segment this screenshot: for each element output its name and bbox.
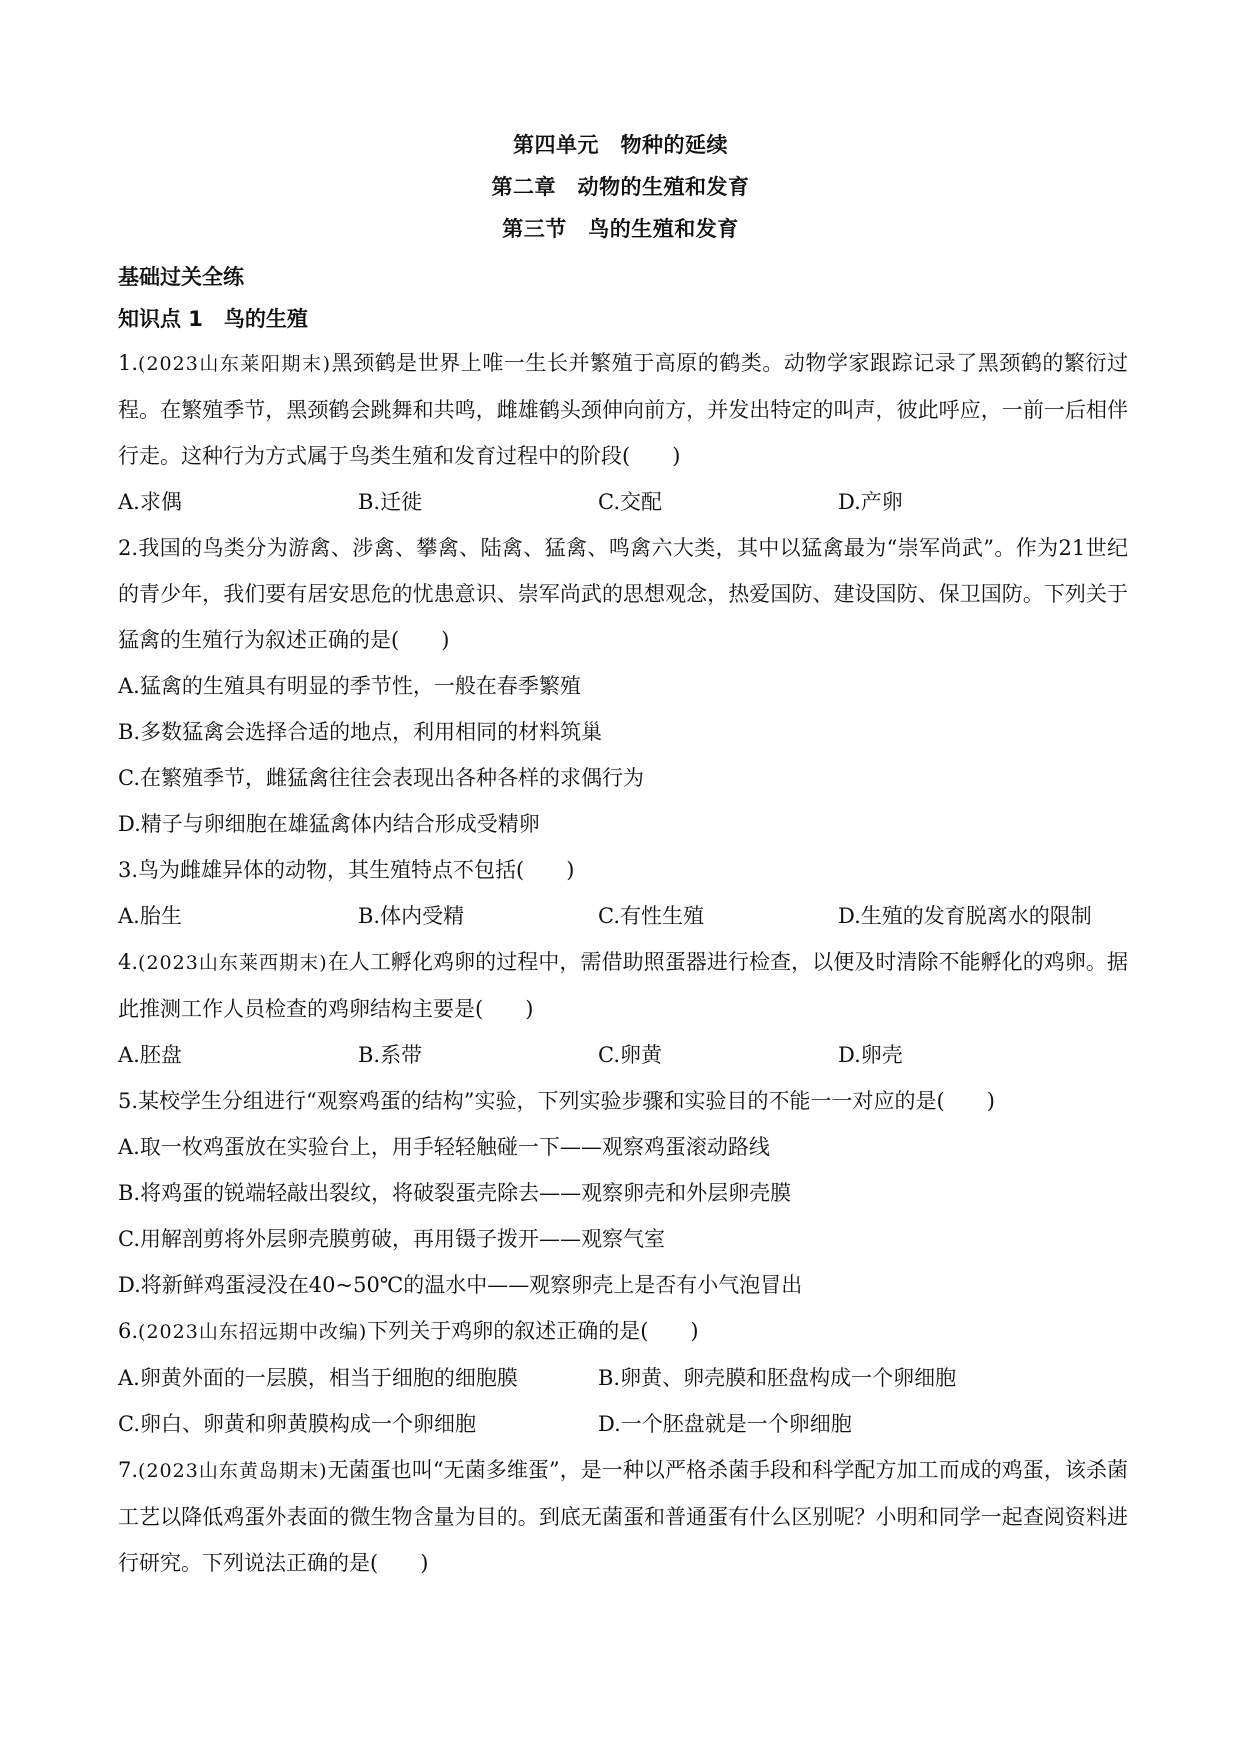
- question-4: [118, 939, 1128, 1032]
- question-stem: 下列关于鸡卵的叙述正确的是( ): [367, 1319, 699, 1343]
- option-a: A.卵黄外面的一层膜，相当于细胞的细胞膜: [118, 1366, 518, 1390]
- option-a: A.求偶: [118, 490, 182, 514]
- option-d: D.生殖的发育脱离水的限制: [838, 904, 1092, 928]
- question-5: [118, 1078, 1128, 1124]
- knowledge-point-heading: 知识点 1 鸟的生殖: [118, 307, 308, 331]
- question-stem: 无菌蛋也叫“无菌多维蛋”，是一种以严格杀菌手段和科学配方加工而成的鸡蛋，该杀菌工艺以降低鸡蛋外表面的微生物含量为目的。到底无菌蛋和普通蛋有什么区别呢？小明和同学一起查阅资料进行研究。下列说法正确的是( ): [118, 1458, 1128, 1575]
- option-a: A.胎生: [118, 904, 182, 928]
- title-block: [0, 124, 1241, 250]
- option-b: B.系带: [358, 1043, 423, 1067]
- practice-heading: 基础过关全练: [118, 265, 244, 289]
- option-d: D.精子与卵细胞在雄猛禽体内结合形成受精卵: [118, 812, 540, 836]
- option-a: A.取一枚鸡蛋放在实验台上，用手轻轻触碰一下——观察鸡蛋滚动路线: [118, 1135, 770, 1159]
- question-6-options-row-2: [118, 1401, 1128, 1447]
- option-c: C.交配: [598, 490, 662, 514]
- option-b: B.迁徙: [358, 490, 423, 514]
- option-d: D.一个胚盘就是一个卵细胞: [598, 1412, 852, 1436]
- question-1: [118, 340, 1128, 479]
- question-stem: 在人工孵化鸡卵的过程中，需借助照蛋器进行检查，以便及时清除不能孵化的鸡卵。据此推测工作人员检查的鸡卵结构主要是( ): [118, 950, 1128, 1021]
- question-stem: 某校学生分组进行“观察鸡蛋的结构”实验，下列实验步骤和实验目的不能一一对应的是( ): [138, 1089, 995, 1113]
- chapter-title: 第二章 动物的生殖和发育: [491, 175, 750, 199]
- option-b: B.将鸡蛋的锐端轻敲出裂纹，将破裂蛋壳除去——观察卵壳和外层卵壳膜: [118, 1181, 792, 1205]
- question-number: 5.: [118, 1089, 139, 1113]
- option-c: C.用解剖剪将外层卵壳膜剪破，再用镊子拨开——观察气室: [118, 1227, 665, 1251]
- option-c: C.卵白、卵黄和卵黄膜构成一个卵细胞: [118, 1412, 476, 1436]
- question-source: (2023山东招远期中改编): [138, 1321, 368, 1343]
- content-body: [118, 256, 1128, 1586]
- question-number: 4.: [118, 950, 139, 974]
- question-3: [118, 847, 1128, 893]
- option-c: C.在繁殖季节，雌猛禽往往会表现出各种各样的求偶行为: [118, 766, 644, 790]
- question-4-options: [118, 1032, 1128, 1078]
- option-d: D.将新鲜鸡蛋浸没在40~50℃的温水中——观察卵壳上是否有小气泡冒出: [118, 1273, 803, 1297]
- question-stem: 黑颈鹤是世界上唯一生长并繁殖于高原的鹤类。动物学家跟踪记录了黑颈鹤的繁衍过程。在繁殖季节，黑颈鹤会跳舞和共鸣，雌雄鹤头颈伸向前方，并发出特定的叫声，彼此呼应，一前一后相伴行走。这种行为方式属于鸟类生殖和发育过程中的阶段( ): [118, 351, 1128, 468]
- question-source: (2023山东莱西期末): [138, 952, 328, 974]
- unit-title: 第四单元 物种的延续: [513, 133, 728, 157]
- option-a: A.猛禽的生殖具有明显的季节性，一般在春季繁殖: [118, 674, 581, 698]
- option-a: A.胚盘: [118, 1043, 182, 1067]
- option-b: B.体内受精: [358, 904, 465, 928]
- question-2: [118, 525, 1128, 663]
- option-c: C.卵黄: [598, 1043, 662, 1067]
- question-source: (2023山东黄岛期末): [138, 1460, 328, 1482]
- question-7: [118, 1447, 1128, 1586]
- option-c: C.有性生殖: [598, 904, 704, 928]
- question-stem: 鸟为雌雄异体的动物，其生殖特点不包括( ): [138, 858, 575, 882]
- question-stem: 我国的鸟类分为游禽、涉禽、攀禽、陆禽、猛禽、鸣禽六大类，其中以猛禽最为“崇军尚武”。作为21世纪的青少年，我们要有居安思危的忧患意识、崇军尚武的思想观念，热爱国防、建设国防、保卫国防。下列关于猛禽的生殖行为叙述正确的是( ): [118, 536, 1128, 652]
- question-3-options: [118, 893, 1128, 939]
- question-source: (2023山东莱阳期末): [138, 353, 332, 375]
- option-d: D.产卵: [838, 490, 903, 514]
- question-number: 7.: [118, 1458, 139, 1482]
- option-b: B.卵黄、卵壳膜和胚盘构成一个卵细胞: [598, 1366, 957, 1390]
- question-number: 6.: [118, 1319, 139, 1343]
- option-b: B.多数猛禽会选择合适的地点，利用相同的材料筑巢: [118, 720, 603, 744]
- question-6-options-row-1: [118, 1355, 1128, 1401]
- question-number: 1.: [118, 351, 139, 375]
- option-d: D.卵壳: [838, 1043, 903, 1067]
- question-number: 2.: [118, 536, 139, 560]
- section-title: 第三节 鸟的生殖和发育: [502, 217, 739, 241]
- question-number: 3.: [118, 858, 139, 882]
- question-6: [118, 1308, 1128, 1355]
- question-1-options: [118, 479, 1128, 525]
